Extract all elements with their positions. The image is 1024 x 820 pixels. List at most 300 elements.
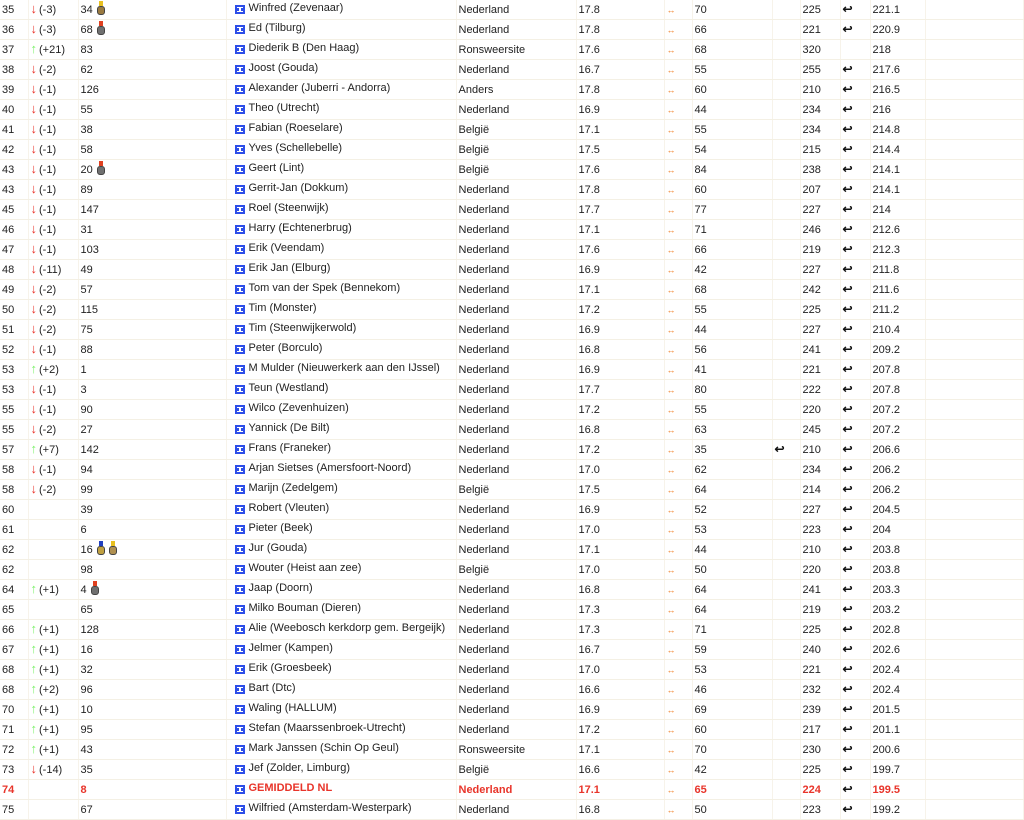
points-value: 43: [80, 743, 93, 756]
player-name[interactable]: Jur (Gouda): [248, 541, 308, 554]
name-cell[interactable]: [226, 160, 456, 180]
name-cell[interactable]: [226, 600, 456, 620]
table-row[interactable]: [0, 560, 1024, 580]
profile-icon[interactable]: [235, 785, 245, 794]
table-row[interactable]: [0, 140, 1024, 160]
value3-cell: 227: [800, 200, 840, 220]
player-name[interactable]: Waling (HALLUM): [248, 701, 337, 714]
country-cell: Nederland: [456, 180, 576, 200]
return-arrow-icon: ↩: [842, 402, 853, 416]
player-name[interactable]: Fabian (Roeselare): [248, 121, 343, 134]
player-name[interactable]: Peter (Borculo): [248, 341, 323, 354]
change-value: (-1): [39, 104, 57, 116]
return-arrow-icon: ↩: [842, 62, 853, 76]
return-cell-2: [840, 480, 870, 500]
return-cell-1: [772, 300, 800, 320]
value1-cell: 17.0: [576, 660, 664, 680]
profile-icon[interactable]: [235, 565, 245, 574]
points-value: 38: [80, 123, 93, 136]
name-cell[interactable]: [226, 580, 456, 600]
country-cell: België: [456, 140, 576, 160]
arrows-cell: [664, 620, 692, 640]
score-cell: 201.1: [870, 720, 925, 740]
player-name[interactable]: Tim (Steenwijkerwold): [248, 321, 357, 334]
change-value: (-2): [39, 324, 57, 336]
table-row[interactable]: [0, 380, 1024, 400]
change-cell: [28, 20, 78, 40]
table-row[interactable]: [0, 460, 1024, 480]
table-row[interactable]: [0, 740, 1024, 760]
left-right-arrows-icon: ↔: [666, 64, 674, 75]
return-arrow-icon: ↩: [842, 462, 853, 476]
player-name[interactable]: Erik (Veendam): [248, 241, 325, 254]
value1-cell: 17.1: [576, 780, 664, 800]
player-name[interactable]: Bart (Dtc): [248, 681, 296, 694]
country-cell: Nederland: [456, 340, 576, 360]
name-cell[interactable]: [226, 280, 456, 300]
table-row[interactable]: [0, 340, 1024, 360]
player-name[interactable]: Jef (Zolder, Limburg): [248, 761, 350, 774]
left-right-arrows-icon: ↔: [666, 624, 674, 635]
table-row[interactable]: [0, 500, 1024, 520]
player-name[interactable]: Ed (Tilburg): [248, 21, 306, 34]
value2-cell: 60: [692, 80, 772, 100]
points-value: 32: [80, 663, 93, 676]
return-cell-1: [772, 800, 800, 820]
table-row[interactable]: [0, 180, 1024, 200]
score-cell: 204.5: [870, 500, 925, 520]
return-cell-2: [840, 680, 870, 700]
name-cell[interactable]: [226, 320, 456, 340]
arrows-cell: [664, 20, 692, 40]
profile-icon[interactable]: [235, 105, 245, 114]
return-cell-2: [840, 240, 870, 260]
profile-icon[interactable]: [235, 345, 245, 354]
table-row[interactable]: [0, 60, 1024, 80]
rank-cell: 36: [0, 20, 28, 40]
value2-cell: 50: [692, 800, 772, 820]
player-name[interactable]: Roel (Steenwijk): [248, 201, 329, 214]
player-name[interactable]: Mark Janssen (Schin Op Geul): [248, 741, 399, 754]
player-name[interactable]: M Mulder (Nieuwerkerk aan den IJssel): [248, 361, 440, 374]
value1-cell: 16.8: [576, 420, 664, 440]
player-name[interactable]: Theo (Utrecht): [248, 101, 320, 114]
profile-icon[interactable]: [235, 265, 245, 274]
table-row[interactable]: [0, 400, 1024, 420]
profile-icon[interactable]: [235, 385, 245, 394]
name-cell[interactable]: [226, 100, 456, 120]
points-cell: [78, 100, 226, 120]
name-cell[interactable]: [226, 420, 456, 440]
name-cell[interactable]: [226, 360, 456, 380]
arrows-cell: [664, 100, 692, 120]
change-value: (+1): [39, 724, 59, 736]
rank-cell: 71: [0, 720, 28, 740]
arrows-cell: [664, 220, 692, 240]
profile-icon[interactable]: [235, 145, 245, 154]
table-row[interactable]: [0, 440, 1024, 460]
name-cell[interactable]: [226, 660, 456, 680]
table-row[interactable]: [0, 300, 1024, 320]
profile-icon[interactable]: [235, 305, 245, 314]
value3-cell: 220: [800, 400, 840, 420]
empty-cell: [925, 340, 1024, 360]
player-name[interactable]: Erik Jan (Elburg): [248, 261, 331, 274]
table-row[interactable]: [0, 260, 1024, 280]
player-name[interactable]: Frans (Franeker): [248, 441, 332, 454]
profile-icon[interactable]: [235, 485, 245, 494]
value3-cell: 219: [800, 240, 840, 260]
profile-icon[interactable]: [235, 625, 245, 634]
profile-icon[interactable]: [235, 525, 245, 534]
change-cell: [28, 220, 78, 240]
return-cell-2: [840, 320, 870, 340]
left-right-arrows-icon: ↔: [666, 804, 674, 815]
empty-cell: [925, 560, 1024, 580]
name-cell[interactable]: [226, 540, 456, 560]
profile-icon[interactable]: [235, 685, 245, 694]
table-row[interactable]: [0, 20, 1024, 40]
points-value: 16: [80, 643, 93, 656]
country-cell: Nederland: [456, 20, 576, 40]
value2-cell: 44: [692, 320, 772, 340]
profile-icon[interactable]: [235, 645, 245, 654]
player-name[interactable]: Alexander (Juberri - Andorra): [248, 81, 391, 94]
table-row[interactable]: [0, 720, 1024, 740]
value2-cell: 44: [692, 100, 772, 120]
profile-icon[interactable]: [235, 325, 245, 334]
arrows-cell: [664, 640, 692, 660]
points-value: 128: [80, 623, 99, 636]
player-name[interactable]: Milko Bouman (Dieren): [248, 601, 361, 614]
name-cell[interactable]: [226, 680, 456, 700]
table-row[interactable]: [0, 320, 1024, 340]
table-row[interactable]: [0, 240, 1024, 260]
profile-icon[interactable]: [235, 285, 245, 294]
profile-icon[interactable]: [235, 165, 245, 174]
name-cell[interactable]: [226, 760, 456, 780]
name-cell[interactable]: [226, 200, 456, 220]
profile-icon[interactable]: [235, 445, 245, 454]
profile-icon[interactable]: [235, 425, 245, 434]
name-cell[interactable]: [226, 480, 456, 500]
return-arrow-icon: ↩: [842, 742, 853, 756]
rank-cell: 68: [0, 660, 28, 680]
return-cell-1: [772, 20, 800, 40]
name-cell[interactable]: [226, 120, 456, 140]
table-row[interactable]: [0, 100, 1024, 120]
change-value: (-1): [39, 224, 57, 236]
table-row[interactable]: [0, 760, 1024, 780]
return-arrow-icon: ↩: [842, 22, 853, 36]
return-cell-2: [840, 120, 870, 140]
arrows-cell: [664, 500, 692, 520]
name-cell[interactable]: [226, 140, 456, 160]
name-cell[interactable]: [226, 620, 456, 640]
player-name[interactable]: Arjan Sietses (Amersfoort-Noord): [248, 461, 412, 474]
empty-cell: [925, 760, 1024, 780]
rank-cell: 42: [0, 140, 28, 160]
name-cell[interactable]: [226, 340, 456, 360]
player-name[interactable]: Marijn (Zedelgem): [248, 481, 338, 494]
rank-cell: 64: [0, 580, 28, 600]
player-name[interactable]: Wilco (Zevenhuizen): [248, 401, 349, 414]
value2-cell: 42: [692, 760, 772, 780]
return-cell-2: [840, 160, 870, 180]
player-name[interactable]: Joost (Gouda): [248, 61, 319, 74]
player-name[interactable]: Diederik B (Den Haag): [248, 41, 360, 54]
country-cell: Nederland: [456, 660, 576, 680]
name-cell[interactable]: [226, 380, 456, 400]
value2-cell: 54: [692, 140, 772, 160]
name-cell[interactable]: [226, 500, 456, 520]
table-row[interactable]: [0, 120, 1024, 140]
table-row[interactable]: [0, 800, 1024, 820]
points-cell: [78, 260, 226, 280]
profile-icon[interactable]: [235, 365, 245, 374]
profile-icon[interactable]: [235, 5, 245, 14]
name-cell[interactable]: [226, 220, 456, 240]
player-name[interactable]: Jaap (Doorn): [248, 581, 313, 594]
change-value: (-1): [39, 144, 57, 156]
profile-icon[interactable]: [235, 85, 245, 94]
name-cell[interactable]: [226, 60, 456, 80]
player-name[interactable]: Yves (Schellebelle): [248, 141, 343, 154]
player-name[interactable]: Pieter (Beek): [248, 521, 313, 534]
name-cell[interactable]: [226, 240, 456, 260]
name-cell[interactable]: [226, 720, 456, 740]
score-cell: 206.6: [870, 440, 925, 460]
score-cell: 207.8: [870, 360, 925, 380]
profile-icon[interactable]: [235, 245, 245, 254]
profile-icon[interactable]: [235, 745, 245, 754]
value1-cell: 17.1: [576, 540, 664, 560]
table-row[interactable]: [0, 0, 1024, 20]
left-right-arrows-icon: ↔: [666, 424, 674, 435]
profile-icon[interactable]: [235, 805, 245, 814]
rank-cell: 39: [0, 80, 28, 100]
profile-icon[interactable]: [235, 25, 245, 34]
points-cell: [78, 320, 226, 340]
table-row[interactable]: [0, 420, 1024, 440]
name-cell[interactable]: [226, 20, 456, 40]
name-cell[interactable]: [226, 520, 456, 540]
table-row[interactable]: [0, 360, 1024, 380]
name-cell[interactable]: [226, 0, 456, 20]
points-value: 57: [80, 283, 93, 296]
player-name[interactable]: Gerrit-Jan (Dokkum): [248, 181, 349, 194]
change-cell: [28, 380, 78, 400]
arrows-cell: [664, 40, 692, 60]
rank-cell: 68: [0, 680, 28, 700]
arrow-down-icon: ↓: [30, 1, 37, 16]
points-cell: [78, 600, 226, 620]
table-row[interactable]: [0, 660, 1024, 680]
score-cell: 211.2: [870, 300, 925, 320]
value2-cell: 55: [692, 300, 772, 320]
return-cell-1: [772, 280, 800, 300]
value2-cell: 66: [692, 20, 772, 40]
table-row[interactable]: [0, 520, 1024, 540]
country-cell: Nederland: [456, 800, 576, 820]
name-cell[interactable]: [226, 300, 456, 320]
change-cell: [28, 140, 78, 160]
player-name[interactable]: Winfred (Zevenaar): [248, 1, 344, 14]
points-value: 103: [80, 243, 99, 256]
change-cell: [28, 720, 78, 740]
left-right-arrows-icon: ↔: [666, 404, 674, 415]
player-name[interactable]: Jelmer (Kampen): [248, 641, 333, 654]
profile-icon[interactable]: [235, 185, 245, 194]
player-name[interactable]: Erik (Groesbeek): [248, 661, 332, 674]
change-value: (-1): [39, 404, 57, 416]
profile-icon[interactable]: [235, 605, 245, 614]
name-cell[interactable]: [226, 700, 456, 720]
player-name[interactable]: Stefan (Maarssenbroek-Utrecht): [248, 721, 406, 734]
return-cell-2: [840, 380, 870, 400]
return-cell-1: [772, 560, 800, 580]
table-row[interactable]: [0, 220, 1024, 240]
change-cell: [28, 180, 78, 200]
score-cell: 203.8: [870, 560, 925, 580]
name-cell[interactable]: [226, 460, 456, 480]
table-row[interactable]: [0, 600, 1024, 620]
value1-cell: 16.9: [576, 100, 664, 120]
return-arrow-icon: ↩: [842, 442, 853, 456]
left-right-arrows-icon: ↔: [666, 444, 674, 455]
name-cell[interactable]: [226, 180, 456, 200]
profile-icon[interactable]: [235, 765, 245, 774]
name-cell[interactable]: [226, 780, 456, 800]
rank-cell: 58: [0, 460, 28, 480]
empty-cell: [925, 500, 1024, 520]
profile-icon[interactable]: [235, 65, 245, 74]
return-cell-2: [840, 300, 870, 320]
table-row[interactable]: [0, 480, 1024, 500]
value3-cell: 223: [800, 520, 840, 540]
name-cell[interactable]: [226, 400, 456, 420]
table-row[interactable]: [0, 80, 1024, 100]
player-name[interactable]: Harry (Echtenerbrug): [248, 221, 352, 234]
arrows-cell: [664, 200, 692, 220]
value3-cell: 210: [800, 540, 840, 560]
player-name[interactable]: Wouter (Heist aan zee): [248, 561, 362, 574]
value3-cell: 242: [800, 280, 840, 300]
return-cell-2: [840, 660, 870, 680]
return-arrow-icon: ↩: [842, 482, 853, 496]
change-value: (-1): [39, 184, 57, 196]
country-cell: Nederland: [456, 280, 576, 300]
player-name[interactable]: Geert (Lint): [248, 161, 305, 174]
change-cell: [28, 60, 78, 80]
profile-icon[interactable]: [235, 665, 245, 674]
profile-icon[interactable]: [235, 705, 245, 714]
country-cell: Nederland: [456, 620, 576, 640]
arrow-down-icon: ↓: [30, 281, 37, 296]
table-row[interactable]: [0, 780, 1024, 800]
country-cell: België: [456, 560, 576, 580]
profile-icon[interactable]: [235, 405, 245, 414]
player-name[interactable]: Yannick (De Bilt): [248, 421, 330, 434]
value1-cell: 16.9: [576, 260, 664, 280]
country-cell: Nederland: [456, 440, 576, 460]
value2-cell: 41: [692, 360, 772, 380]
name-cell[interactable]: [226, 640, 456, 660]
country-cell: Nederland: [456, 380, 576, 400]
player-name[interactable]: GEMIDDELD NL: [248, 781, 333, 794]
profile-icon[interactable]: [235, 725, 245, 734]
return-arrow-icon: ↩: [842, 2, 853, 16]
table-row[interactable]: [0, 580, 1024, 600]
arrows-cell: [664, 280, 692, 300]
empty-cell: [925, 320, 1024, 340]
left-right-arrows-icon: ↔: [666, 544, 674, 555]
table-row[interactable]: [0, 700, 1024, 720]
profile-icon[interactable]: [235, 585, 245, 594]
table-row[interactable]: [0, 40, 1024, 60]
profile-icon[interactable]: [235, 125, 245, 134]
table-row[interactable]: [0, 620, 1024, 640]
change-cell: [28, 300, 78, 320]
score-cell: 202.8: [870, 620, 925, 640]
name-cell[interactable]: [226, 440, 456, 460]
profile-icon[interactable]: [235, 205, 245, 214]
country-cell: Nederland: [456, 420, 576, 440]
name-cell[interactable]: [226, 740, 456, 760]
profile-icon[interactable]: [235, 225, 245, 234]
return-arrow-icon: ↩: [842, 142, 853, 156]
name-cell[interactable]: [226, 80, 456, 100]
profile-icon[interactable]: [235, 545, 245, 554]
value1-cell: 17.6: [576, 160, 664, 180]
left-right-arrows-icon: ↔: [666, 4, 674, 15]
profile-icon[interactable]: [235, 45, 245, 54]
table-row[interactable]: [0, 680, 1024, 700]
arrows-cell: [664, 120, 692, 140]
name-cell[interactable]: [226, 560, 456, 580]
table-row[interactable]: [0, 540, 1024, 560]
name-cell[interactable]: [226, 260, 456, 280]
country-cell: Nederland: [456, 600, 576, 620]
table-row[interactable]: [0, 200, 1024, 220]
value2-cell: 84: [692, 160, 772, 180]
player-name[interactable]: Tim (Monster): [248, 301, 317, 314]
points-value: 8: [80, 783, 87, 796]
value1-cell: 17.7: [576, 200, 664, 220]
value1-cell: 17.8: [576, 80, 664, 100]
table-row[interactable]: [0, 280, 1024, 300]
value2-cell: 71: [692, 620, 772, 640]
name-cell[interactable]: [226, 40, 456, 60]
rank-cell: 53: [0, 360, 28, 380]
rank-cell: 75: [0, 800, 28, 820]
player-name[interactable]: Teun (Westland): [248, 381, 329, 394]
rank-cell: 43: [0, 180, 28, 200]
player-name[interactable]: Tom van der Spek (Bennekom): [248, 281, 401, 294]
country-cell: Ronsweersite: [456, 40, 576, 60]
return-cell-2: [840, 360, 870, 380]
player-name[interactable]: Alie (Weebosch kerkdorp gem. Bergeijk): [248, 621, 446, 634]
table-row[interactable]: [0, 160, 1024, 180]
name-cell[interactable]: [226, 800, 456, 820]
player-name[interactable]: Robert (Vleuten): [248, 501, 330, 514]
profile-icon[interactable]: [235, 465, 245, 474]
left-right-arrows-icon: ↔: [666, 264, 674, 275]
score-cell: 210.4: [870, 320, 925, 340]
profile-icon[interactable]: [235, 505, 245, 514]
player-name[interactable]: Wilfried (Amsterdam-Westerpark): [248, 801, 412, 814]
table-row[interactable]: [0, 640, 1024, 660]
